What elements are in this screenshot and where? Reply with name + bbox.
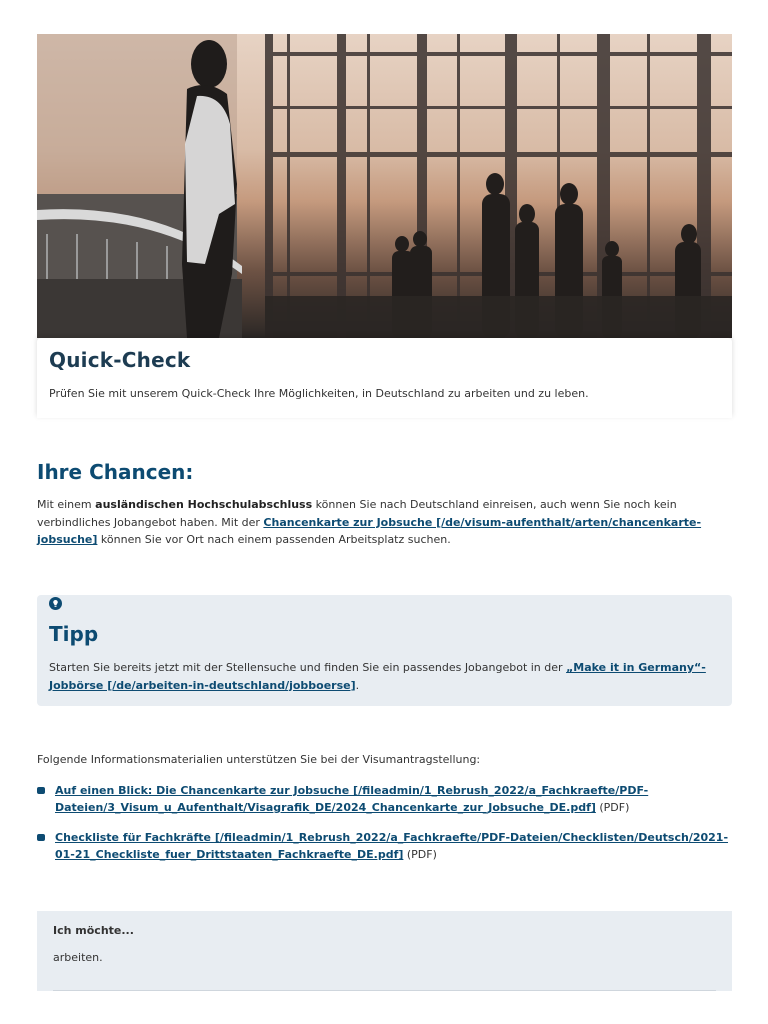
info-list bbox=[37, 782, 732, 876]
tip-text-b: . bbox=[355, 678, 360, 692]
tip-box bbox=[37, 595, 732, 706]
quick-check-card bbox=[37, 338, 732, 418]
square-bullet-icon bbox=[37, 787, 45, 794]
pdf-label: (PDF) bbox=[403, 848, 437, 861]
divider bbox=[53, 990, 716, 991]
lightbulb-icon bbox=[49, 597, 62, 610]
square-bullet-icon bbox=[37, 834, 45, 841]
chances-text-c: können Sie vor Ort nach einem passenden Arbeitsplatz suchen. bbox=[97, 533, 451, 546]
tip-text-a: Starten Sie bereits jetzt mit der Stellensuche und finden Sie ein passendes Jobangebot in der bbox=[49, 661, 567, 674]
intent-label: Ich möchte... bbox=[53, 924, 134, 937]
chances-bold-degree: ausländischen Hochschulabschluss bbox=[95, 498, 313, 511]
chances-text-a: Mit einem bbox=[37, 498, 96, 511]
chances-text-b: können Sie nach Deutschland einreisen, auch wenn Sie noch kein verbindliches Jobangebot haben. Mit der bbox=[37, 498, 677, 529]
tip-paragraph bbox=[49, 659, 719, 694]
chances-heading: Ihre Chancen: bbox=[37, 460, 194, 484]
intent-box[interactable] bbox=[37, 911, 732, 991]
pdf-label: (PDF) bbox=[595, 801, 630, 814]
chances-paragraph bbox=[37, 496, 732, 549]
tip-heading: Tipp bbox=[49, 622, 99, 646]
info-intro: Folgende Informationsmaterialien unterstützen Sie bei der Visumantragstellung: bbox=[37, 753, 481, 766]
chancenkarte-pdf-link[interactable]: Auf einen Blick: Die Chancenkarte zur Jobsuche [/fileadmin/1_Rebrush_2022/a_Fachkraefte/PDF-Dateien/3_Visum_u_Aufenthalt/Visagrafik_DE/2024_Chancenkarte_zur_Jobsuche_DE.pdf] bbox=[55, 784, 649, 814]
list-item bbox=[37, 829, 732, 863]
list-item bbox=[37, 782, 732, 816]
chancenkarte-link[interactable]: Chancenkarte zur Jobsuche [/de/visum-aufenthalt/arten/chancenkarte-jobsuche] bbox=[37, 515, 702, 546]
quick-check-description: Prüfen Sie mit unserem Quick-Check Ihre Möglichkeiten, in Deutschland zu arbeiten und zu leben. bbox=[49, 387, 589, 400]
jobboerse-link[interactable]: „Make it in Germany“-Jobbörse [/de/arbeiten-in-deutschland/jobboerse] bbox=[49, 661, 706, 692]
checkliste-pdf-link[interactable]: Checkliste für Fachkräfte [/fileadmin/1_Rebrush_2022/a_Fachkraefte/PDF-Dateien/Checklisten/Deutsch/2021-01-21_Checkliste_fuer_Drittstaaten_Fachkraefte_DE.pdf] bbox=[55, 831, 729, 861]
hero-image bbox=[37, 34, 732, 338]
hero-illustration bbox=[37, 34, 732, 338]
intent-value[interactable]: arbeiten. bbox=[53, 951, 103, 964]
quick-check-title: Quick-Check bbox=[49, 348, 191, 372]
